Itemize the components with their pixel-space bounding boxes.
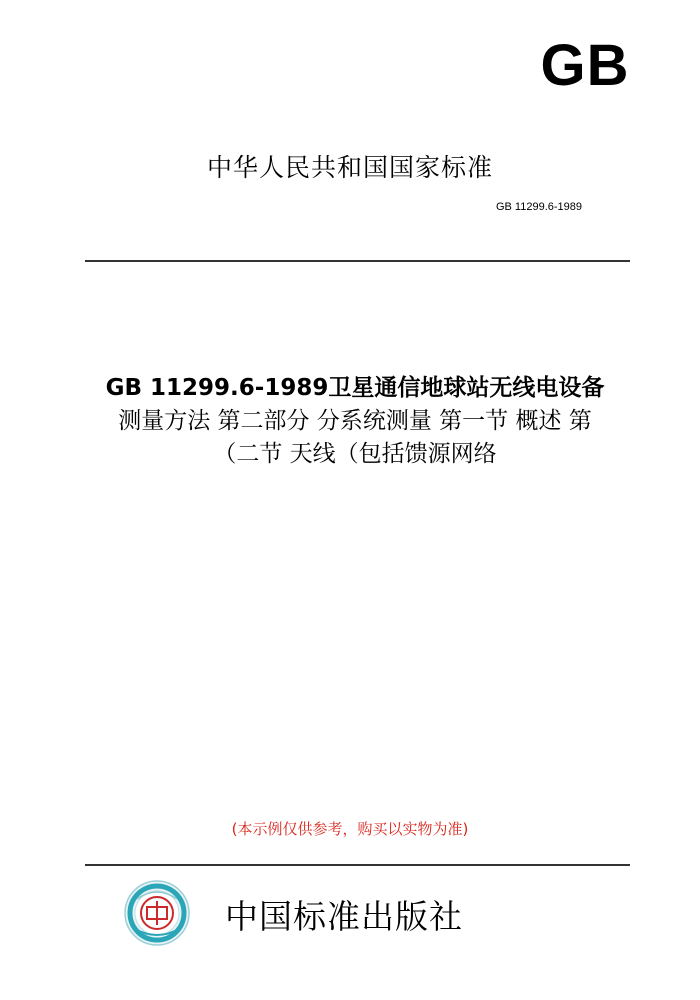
document-title [40,372,670,471]
document-title-line-1: GB 11299.6-1989卫星通信地球站无线电设备 [105,375,605,401]
publisher-seal-icon [123,879,191,947]
publisher-name: 中国标准出版社 [225,897,463,936]
document-title-line-3: （二节 天线（包括馈源网络 [213,441,497,467]
gb-logo: GB [540,33,630,98]
standard-code: GB 11299.6-1989 [495,201,582,213]
document-title-line-2: 测量方法 第二部分 分系统测量 第一节 概述 第 [118,408,592,434]
top-divider [85,260,630,262]
bottom-divider [85,864,630,866]
standard-type: 中华人民共和国国家标准 [206,153,493,182]
sample-notice: (本示例仅供参考，购买以实物为准) [231,820,469,838]
